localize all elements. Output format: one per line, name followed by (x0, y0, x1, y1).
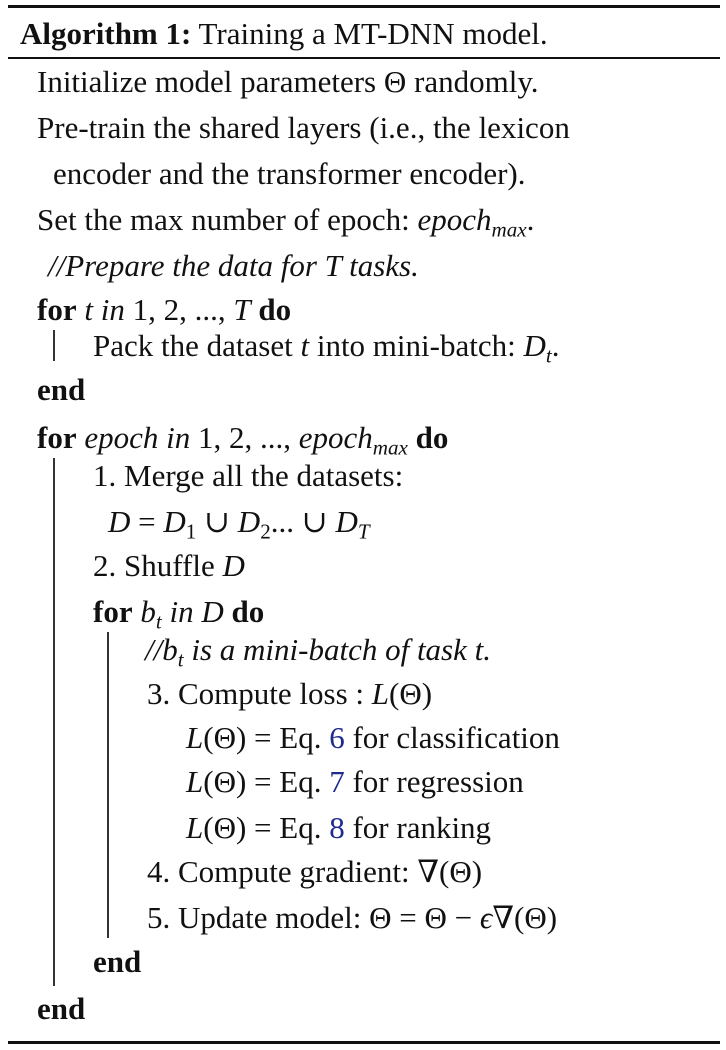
algorithm-title (20, 14, 548, 54)
gradient-expr: ∇(Θ) (417, 854, 483, 889)
D-var: D (108, 504, 131, 539)
pack-text: Pack the dataset (93, 328, 301, 363)
comment-text: //Prepare the data for (48, 248, 325, 283)
in-keyword: in (92, 292, 133, 327)
L-var: L (186, 720, 204, 755)
loss-ranking-line (186, 808, 491, 848)
L-var: L (371, 676, 390, 711)
pack-period: . (551, 328, 560, 363)
block-bar-epoch (53, 458, 55, 986)
D1-var: D (163, 504, 186, 539)
D-var: D (222, 548, 245, 583)
ellipsis: ... (270, 504, 294, 539)
t-var: t (84, 292, 93, 327)
gradient-expr: ∇(Θ) (492, 900, 558, 935)
do-keyword: do (258, 292, 292, 327)
do-keyword: do (415, 420, 449, 455)
for-keyword: for (37, 292, 77, 327)
top-rule (8, 5, 720, 8)
shuffle-line (93, 546, 245, 586)
init-line (37, 62, 539, 102)
range-text: 1, 2, ..., (132, 292, 234, 327)
theta-symbol: Θ (383, 64, 407, 99)
subscript-2: 2 (260, 519, 271, 544)
subscript-T: T (357, 519, 370, 544)
merge-datasets-line: 1. Merge all the datasets: (93, 458, 404, 493)
for-keyword: for (93, 594, 133, 629)
theta-arg: (Θ) (203, 764, 247, 799)
classification-text: for classification (344, 720, 560, 755)
end-for-tasks: end (37, 372, 86, 407)
t-subscript: t (545, 343, 552, 368)
theta-arg: (Θ) (389, 676, 433, 711)
update-expr: Θ = Θ − (369, 900, 480, 935)
bottom-rule (8, 1041, 720, 1044)
pretrain-line-1: Pre-train the shared layers (i.e., the lexicon (37, 110, 570, 145)
max-subscript: max (491, 217, 527, 242)
update-model-line (147, 898, 557, 938)
eq-text: = Eq. (246, 764, 330, 799)
comment-minibatch (145, 630, 491, 670)
do-keyword: do (231, 594, 265, 629)
b-var: b (140, 594, 156, 629)
eq-text: = Eq. (246, 810, 330, 845)
T-var: T (233, 292, 251, 327)
D2-var: D (237, 504, 261, 539)
for-minibatch-line (93, 592, 264, 632)
set-max-text: Set the max number of epoch: (37, 202, 418, 237)
update-text: 5. Update model: (147, 900, 370, 935)
max-subscript: max (372, 435, 408, 460)
T-var: T (324, 248, 342, 283)
shuffle-text: 2. Shuffle (93, 548, 223, 583)
L-var: L (186, 764, 204, 799)
epoch-max-var: epoch (298, 420, 373, 455)
for-epoch-line (37, 418, 448, 458)
ranking-text: for ranking (344, 810, 492, 845)
for-keyword: for (37, 420, 77, 455)
init-text: Initialize model parameters (37, 64, 384, 99)
comment-text-end: tasks. (341, 248, 419, 283)
eq-ref-link[interactable]: 6 (329, 720, 345, 755)
DT-var: D (335, 504, 358, 539)
compute-gradient-line (147, 852, 482, 892)
pack-text-mid: into mini-batch: (309, 328, 524, 363)
title-rule (8, 57, 720, 59)
init-text-end: randomly. (406, 64, 539, 99)
set-max-period: . (526, 202, 535, 237)
regression-text: for regression (344, 764, 524, 799)
end-for-minibatch: end (93, 944, 142, 979)
pack-dataset-line (93, 326, 559, 366)
t-subscript: t (177, 647, 184, 672)
for-tasks-line (37, 290, 291, 330)
algorithm-caption: Training a MT-DNN model. (191, 16, 548, 51)
theta-arg: (Θ) (203, 720, 247, 755)
t-subscript: t (155, 609, 162, 634)
loss-regression-line (186, 762, 524, 802)
eq-ref-link[interactable]: 8 (329, 810, 345, 845)
block-bar-minibatch (107, 632, 109, 938)
pretrain-line-2: encoder and the transformer encoder). (53, 156, 526, 191)
t-var: t (300, 328, 310, 363)
epsilon-var: ϵ (479, 900, 493, 935)
theta-arg: (Θ) (203, 810, 247, 845)
comment-prepare-data (48, 246, 419, 286)
loss-classification-line (186, 718, 560, 758)
comment-text: //b (145, 632, 178, 667)
gradient-text: 4. Compute gradient: (147, 854, 418, 889)
compute-loss-line (147, 674, 432, 714)
epoch-var: epoch (84, 420, 159, 455)
set-max-epoch-line (37, 200, 534, 240)
range-text: 1, 2, ..., (198, 420, 299, 455)
L-var: L (186, 810, 204, 845)
union-symbol: ∪ (293, 504, 336, 539)
in-D-text: in D (161, 594, 232, 629)
block-bar-tasks (53, 330, 55, 361)
end-for-epoch: end (37, 991, 86, 1026)
D-var: D (523, 328, 546, 363)
subscript-1: 1 (185, 519, 197, 544)
eq-ref-link[interactable]: 7 (329, 764, 345, 799)
algorithm-label: Algorithm 1: (20, 16, 192, 51)
union-symbol: ∪ (196, 504, 238, 539)
eq-text: = Eq. (246, 720, 330, 755)
equals-sign: = (130, 504, 164, 539)
loss-text: 3. Compute loss : (147, 676, 372, 711)
comment-text-end: is a mini-batch of task t. (183, 632, 491, 667)
in-keyword: in (158, 420, 198, 455)
merge-equation (108, 502, 370, 542)
epoch-var: epoch (417, 202, 492, 237)
